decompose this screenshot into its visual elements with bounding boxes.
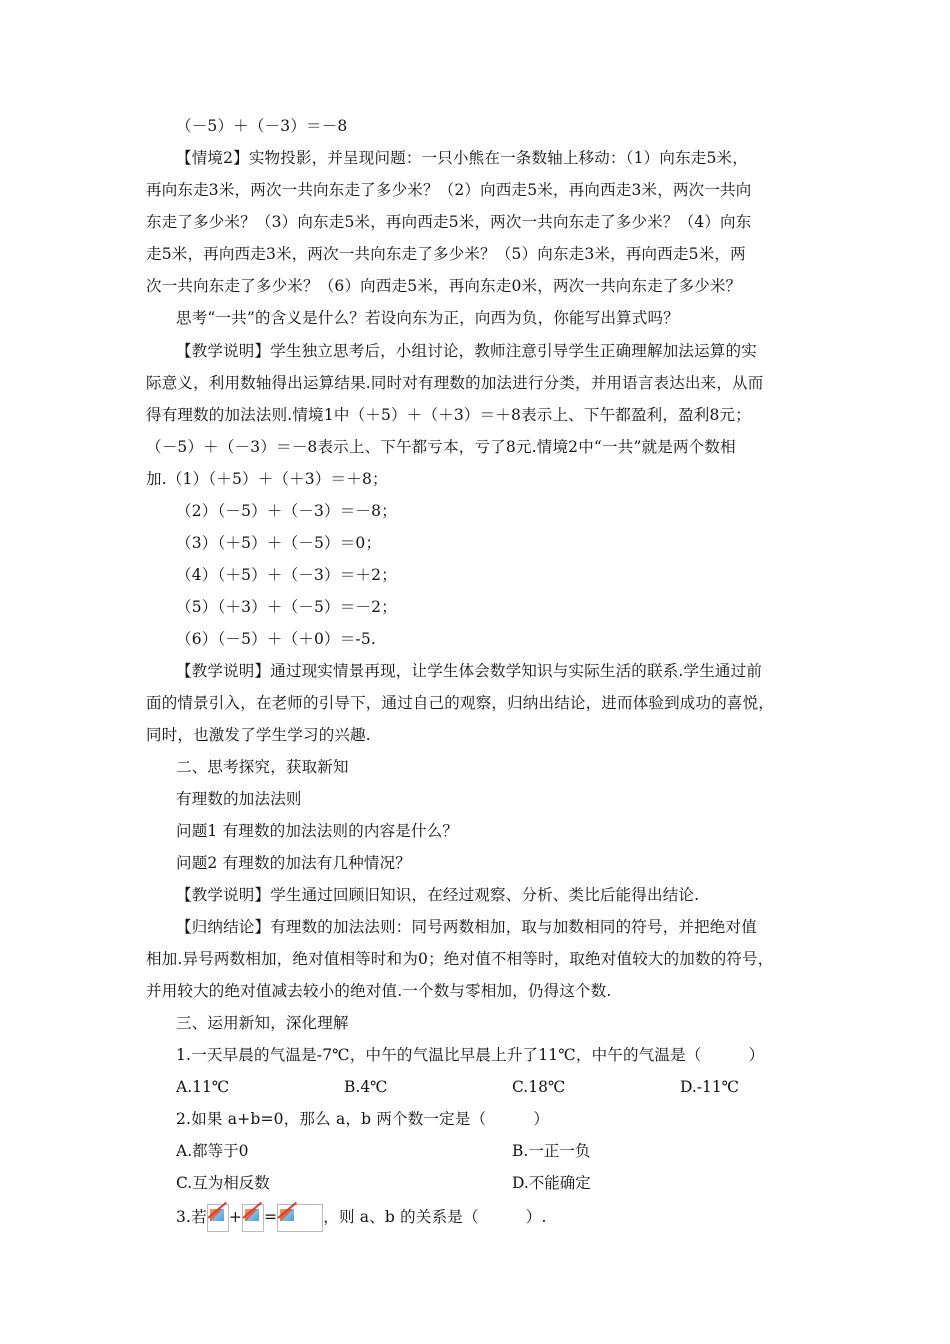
q1-option-d: D.-11℃ (680, 1078, 740, 1096)
q3-suffix: ，则 a、b 的关系是（ ）. (323, 1208, 547, 1226)
paragraph-line: 相加.异号两数相加，绝对值相等时和为0；绝对值不相等时，取绝对值较大的加数的符号， (146, 950, 774, 968)
subsection-heading: 有理数的加法法则 (176, 790, 302, 808)
paragraph-line: （－5）＋（－3）＝－8表示上、下午都亏本，亏了8元.情境2中“一共”就是两个数相 (146, 438, 736, 456)
section-heading: 三、运用新知，深化理解 (176, 1014, 349, 1032)
question-2: 2.如果 a+b=0，那么 a，b 两个数一定是（ ） (176, 1110, 550, 1128)
paragraph-line: 【归纳结论】有理数的加法法则：同号两数相加，取与加数相同的符号，并把绝对值 (176, 918, 757, 936)
paragraph-line: 【教学说明】学生通过回顾旧知识，在经过观察、分析、类比后能得出结论. (176, 886, 700, 904)
missing-image-icon (242, 1204, 264, 1232)
paragraph-line: 同时，也激发了学生学习的兴趣. (146, 726, 371, 744)
paragraph-line: 东走了多少米？（3）向东走5米，再向西走5米，两次一共向东走了多少米？（4）向东 (146, 213, 752, 231)
question-3 (176, 1203, 816, 1232)
section-heading: 二、思考探究，获取新知 (176, 758, 349, 776)
q3-prefix: 3.若 (176, 1208, 207, 1226)
paragraph-line: 【教学说明】通过现实情景再现，让学生体会数学知识与实际生活的联系.学生通过前 (176, 662, 763, 680)
question-1: 1.一天早晨的气温是-7℃，中午的气温比早晨上升了11℃，中午的气温是（ ） (176, 1046, 765, 1064)
paragraph-line: 得有理数的加法法则.情境1中（＋5）＋（＋3）＝＋8表示上、下午都盈利，盈利8元； (146, 406, 751, 424)
equation-line: （6）（－5）＋（＋0）＝-5. (176, 630, 377, 648)
paragraph-line: 【情境2】实物投影，并呈现问题：一只小熊在一条数轴上移动：（1）向东走5米， (176, 149, 748, 167)
paragraph-line: 次一共向东走了多少米？（6）向西走5米，再向东走0米，两次一共向东走了多少米？ (146, 277, 742, 295)
question-line: 问题1 有理数的加法法则的内容是什么？ (176, 822, 459, 840)
q2-option-a: A.都等于0 (176, 1142, 249, 1160)
paragraph-line: 际意义，利用数轴得出运算结果.同时对有理数的加法进行分类，并用语言表达出来，从而 (146, 374, 764, 392)
paragraph-line: 思考“一共”的含义是什么？若设向东为正，向西为负，你能写出算式吗？ (176, 309, 679, 327)
question-line: 问题2 有理数的加法有几种情况？ (176, 854, 411, 872)
paragraph-line: 面的情景引入，在老师的引导下，通过自己的观察，归纳出结论，进而体验到成功的喜悦， (146, 694, 775, 712)
missing-image-icon (277, 1204, 323, 1232)
paragraph-line: 并用较大的绝对值减去较小的绝对值.一个数与零相加，仍得这个数. (146, 982, 612, 1000)
q1-option-c: C.18℃ (512, 1078, 566, 1096)
equation-line: （4）（＋5）＋（－3）＝＋2； (176, 566, 397, 584)
equation-line: （3）（＋5）＋（－5）＝0； (176, 534, 382, 552)
paragraph-line: 再向东走3米，两次一共向东走了多少米？（2）向西走5米，再向西走3米，两次一共向 (146, 181, 752, 199)
q2-option-b: B.一正一负 (512, 1142, 591, 1160)
plus-operator: + (228, 1208, 243, 1226)
equation-line: （2）（－5）＋（－3）＝－8； (176, 502, 397, 520)
equation-line: （5）（＋3）＋（－5）＝－2； (176, 598, 397, 616)
q1-option-a: A.11℃ (176, 1078, 230, 1096)
equation-line: （－5）＋（－3）＝－8 (176, 117, 348, 135)
paragraph-line: 【教学说明】学生独立思考后，小组讨论，教师注意引导学生正确理解加法运算的实 (176, 342, 757, 360)
q1-option-b: B.4℃ (344, 1078, 388, 1096)
q2-option-c: C.互为相反数 (176, 1174, 270, 1192)
paragraph-line: 走5米，再向西走3米，两次一共向东走了多少米？（5）向东走3米，再向西走5米，两 (146, 245, 746, 263)
q2-option-d: D.不能确定 (512, 1174, 591, 1192)
missing-image-icon (207, 1204, 229, 1232)
equals-operator: = (264, 1208, 278, 1226)
paragraph-line: 加.（1）（＋5）＋（＋3）＝＋8； (146, 470, 388, 488)
